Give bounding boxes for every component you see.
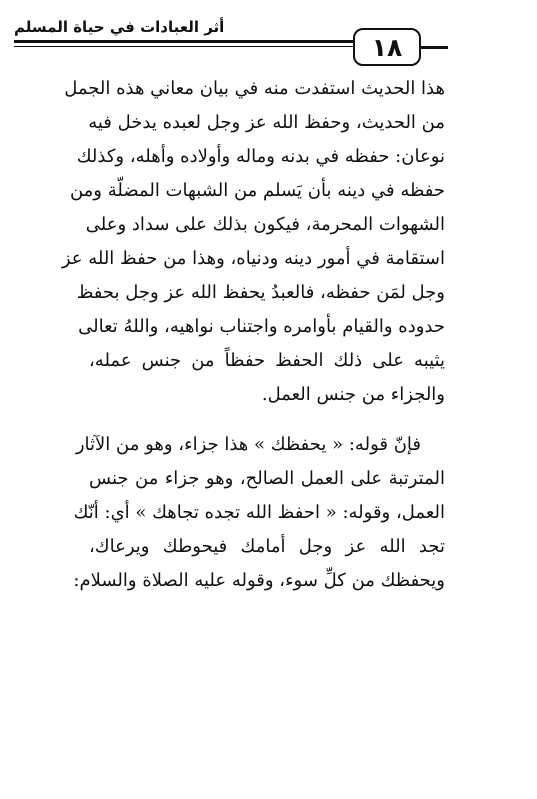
text-line: فإنّ قوله: « يحفظك » هذا جزاء، وهو من الآثار — [75, 434, 421, 455]
page-number: ١٨ — [353, 28, 421, 66]
text-line: يثيبه على ذلك الحفظ حفظاً من جنس عمله، — [89, 350, 445, 371]
text-line: ويحفظك من كلِّ سوء، وقوله عليه الصلاة والسلام: — [73, 570, 445, 591]
header-rule — [14, 40, 353, 43]
paragraph-gap — [89, 412, 445, 428]
text-line: حفظه في دينه بأن يَسلم من الشبهات المضلّة ومن — [69, 180, 445, 201]
text-line: تجد الله عز وجل أمامك فيحوطك ويرعاك، — [89, 536, 445, 557]
text-line: الشهوات المحرمة، فيكون بذلك على سداد وعلى — [85, 214, 445, 235]
text-line: المترتبة على العمل الصالح، وهو جزاء من جنس — [89, 468, 445, 489]
page-header — [14, 18, 528, 68]
text-line: هذا الحديث استفدت منه في بيان معاني هذه الجمل — [64, 78, 445, 99]
text-line: من الحديث، وحفظ الله عز وجل لعبده يدخل فيه — [88, 112, 445, 133]
body-text — [61, 72, 445, 598]
text-line: حدوده والقيام بأوامره واجتناب نواهيه، واللهُ تعالى — [78, 316, 445, 337]
text-line: نوعان: حفظه في بدنه وماله وأولاده وأهله، وكذلك — [76, 146, 445, 167]
text-line: وجل لمَن حفظه، فالعبدُ يحفظ الله عز وجل بحفظ — [76, 282, 445, 303]
text-line: والجزاء من جنس العمل. — [261, 384, 445, 405]
text-line: استقامة في أمور دينه ودنياه، وهذا من حفظ الله عز — [61, 248, 445, 269]
header-rule-thin — [14, 46, 353, 47]
text-line: العمل، وقوله: « احفظ الله تجده تجاهك » أي: أنّك — [73, 502, 445, 523]
running-title: أثر العبادات في حياة المسلم — [14, 18, 225, 36]
header-rule-right — [420, 46, 448, 49]
